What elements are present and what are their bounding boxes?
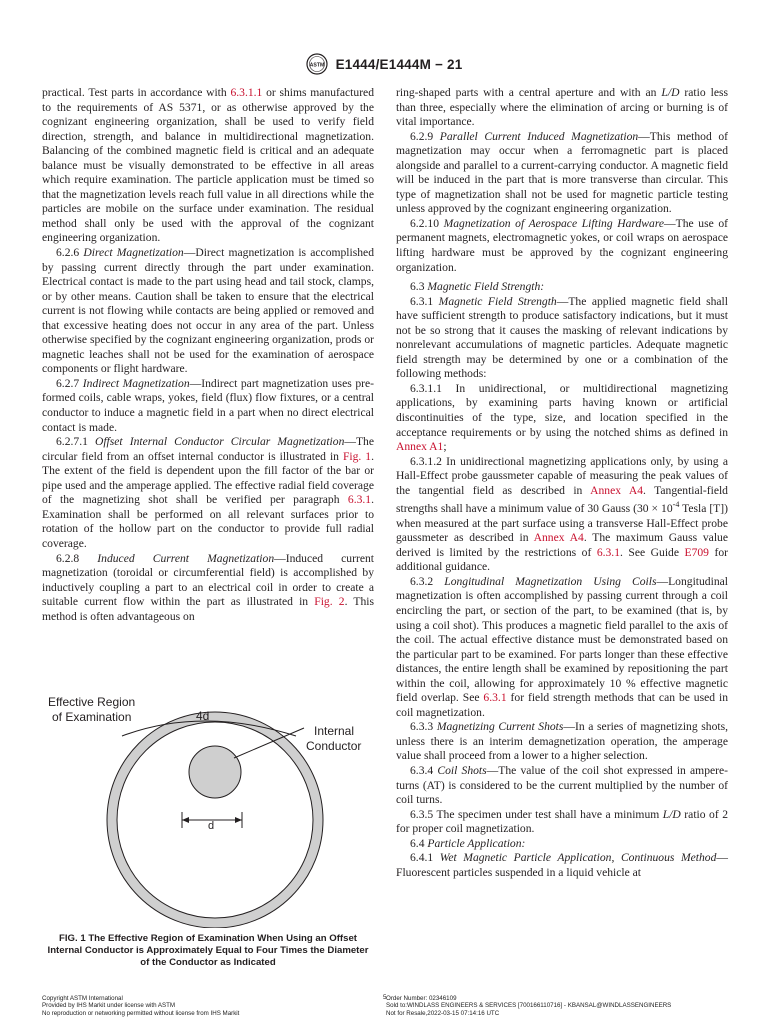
ld-ratio: L/D	[661, 86, 680, 99]
footer-copyright	[42, 995, 239, 1017]
link-fig-2[interactable]: Fig. 2	[314, 595, 345, 609]
left-column	[42, 86, 374, 624]
paragraph-6-2-8	[42, 552, 374, 625]
section-title: Longitudinal Magnetization Using Coils	[444, 574, 657, 588]
internal-conductor	[189, 746, 241, 798]
footer-order-info	[386, 995, 671, 1017]
section-number: 6.3.4	[410, 764, 438, 778]
text: for field strength methods that can be used in coil magnetization.	[396, 691, 728, 719]
section-title: Magnetic Field Strength:	[427, 280, 545, 294]
section-title: Magnetization of Aerospace Lifting Hardware	[443, 216, 665, 230]
footer-line: Provided by IHS Markit under license with ASTM	[42, 1002, 176, 1010]
text: 6.3.1.2 In unidirectional magnetizing applications only, by using a Hall-Effect probe gaussmeter capable of measuring the peak values of the tangential field as described in	[396, 454, 728, 497]
paragraph-6-3-1	[396, 295, 728, 382]
link-annex-a1[interactable]: Annex A1	[396, 440, 444, 454]
link-6-3-1[interactable]: 6.3.1	[483, 691, 507, 705]
footer-line: Order Number: 02346109	[386, 995, 457, 1002]
text: ratio less than three, especially where the elimination of arcing or burning is of vital importance.	[396, 86, 728, 129]
text: —The circular field from an offset internal conductor is illustrated in	[42, 435, 374, 463]
text: Tesla [T]) when measured at the part surface using a transverse Hall-Effect probe gaussmeter as described in	[396, 502, 728, 545]
ld-ratio: L/D	[662, 807, 681, 821]
section-number: 6.2.10	[410, 216, 444, 230]
text: —Direct magnetization is accomplished by passing current directly through the part under examination. Electrical contact is made to the part using head and tail stock, clamps, or by other means. Caution shall be taken to ensure that the electrical current is not flowing while contacts are being applied or removed and that excessive heating does not occur in any area of the part. Unless otherwise specified by the cognizant engineering organization, prods or magnetic leaches shall not be used for the examination of aerospace components or flight hardware.	[42, 246, 374, 376]
text: ;	[443, 440, 447, 454]
text: —The use of permanent magnets, electromagnetic yokes, or coil wraps on aerospace lifting hardware must be approved by the cognizant engineering organization.	[396, 216, 728, 274]
paragraph-6-3-1-2	[396, 455, 728, 575]
link-e709[interactable]: E709	[684, 545, 709, 559]
section-number: 6.2.7	[56, 376, 83, 390]
section-title: Induced Current Magnetization	[97, 551, 275, 565]
paragraph-6-2-7-1	[42, 435, 374, 551]
heading-6-4	[396, 837, 728, 852]
label-region: Effective Region of Examination	[48, 695, 136, 724]
figure-1-diagram	[42, 688, 374, 928]
paragraph-6-2-7	[42, 377, 374, 435]
section-number: 6.4.1	[410, 851, 440, 865]
text: —The value of the coil shot expressed in ampere-turns (AT) is considered to be the current multiplied by the number of coil turns.	[396, 764, 729, 807]
paragraph-6-3-3	[396, 720, 728, 764]
section-title: Wet Magnetic Particle Application, Continuous Method	[439, 851, 717, 865]
section-number: 6.2.9	[410, 129, 440, 143]
text: —Longitudinal magnetization is often accomplished by passing current through a coil encircling the part, or section of the part, to be examined (that is, by using a coil shot). This produces a magnetic field parallel to the axis of the coil. The actual effective distance must be demonstrated based on the particular part to be examined. For parts longer than these effective distances, the entire length shall be examined by repositioning the part within the coil, allowing for approximately 10 % effective magnetic field overlap. See	[396, 574, 728, 705]
text: practical. Test parts in accordance with	[42, 86, 231, 99]
paragraph	[42, 86, 374, 246]
section-number: 6.2.8	[56, 551, 98, 565]
section-title: Magnetizing Current Shots	[436, 720, 564, 734]
text: . This method is often advantageous on	[42, 595, 375, 623]
paragraph-6-3-4	[396, 764, 728, 808]
section-number: 6.3.3	[410, 720, 437, 734]
label-4d: 4d	[196, 709, 210, 723]
text: . The maximum Gauss value derived is limited by the restrictions of	[396, 531, 728, 559]
document-title: E1444/E1444M − 21	[335, 56, 463, 72]
text: —This method of magnetization may occur when a ferromagnetic part is placed alongside and parallel to a current-carrying conductor. A magnetic field will be induced in the part that is more transverse than circular. This type of magnetization shall not be used for magnetic particle testing unless approved by the cognizant engineering organization.	[396, 129, 728, 216]
link-annex-a4[interactable]: Annex A4	[590, 483, 643, 497]
text: . Tangential-field strengths shall have a minimum value of 30 Gauss (30 × 10	[396, 483, 728, 516]
section-number: 6.3	[410, 280, 428, 294]
link-6-3-1[interactable]: 6.3.1	[347, 493, 372, 507]
paragraph-6-3-5	[396, 808, 728, 837]
figure-1-caption: FIG. 1 The Effective Region of Examination When Using an Offset Internal Conductor is Approximately Equal to Four Times the Diameter of the Conductor as Indicated	[47, 933, 369, 968]
paragraph-6-4-1	[396, 851, 728, 880]
link-fig-1[interactable]: Fig. 1	[342, 449, 372, 463]
label-d: d	[208, 820, 215, 832]
exponent: -4	[672, 500, 680, 510]
section-number: 6.2.6	[56, 246, 84, 260]
link-6-3-1-1[interactable]: 6.3.1.1	[230, 86, 263, 99]
section-number: 6.4	[410, 836, 428, 850]
section-title: Offset Internal Conductor Circular Magnetization	[94, 435, 345, 449]
page-number: 5	[383, 994, 387, 1001]
figure-1	[42, 688, 374, 928]
astm-logo-text: ASTM	[309, 62, 324, 69]
paragraph-6-2-10	[396, 217, 728, 275]
link-6-3-1[interactable]: 6.3.1	[596, 545, 620, 559]
text: —In a series of magnetizing shots, unless there is an interim demagnetization operation, the amperage value shall proceed from a lower to a higher selection.	[396, 720, 728, 763]
text: or shims manufactured to the requirements of AS 5371, or as otherwise approved by the cognizant engineering organization, shall be used to verify field direction, strength, and balance in multidirectional magnetization. Balancing of the combined magnetic field is critical and an adequate balance must be visually demonstrated to be effective in all areas which require examination. The particle application must be timed so that the magnetization levels reach full value in all directions while the particles are mobile on the surface under examination. The residual method shall only be used with the approval of the cognizant engineering organization.	[42, 86, 374, 245]
text: —The applied magnetic field shall have sufficient strength to produce satisfactory indications, but it must not be so strong that it causes the masking of relevant indications by nonrelevant accumulations of magnetic particles. Adequate magnetic field strength may be determined by one or a combination of the following methods:	[396, 294, 728, 381]
paragraph-6-3-1-1	[396, 382, 728, 455]
section-number: 6.3.2	[410, 574, 445, 588]
text: ring-shaped parts with a central aperture and with an	[396, 86, 662, 99]
paragraph-6-3-2	[396, 575, 728, 720]
section-title: Magnetic Field Strength	[438, 294, 557, 308]
paragraph-6-2-9	[396, 130, 728, 217]
link-annex-a4[interactable]: Annex A4	[533, 531, 584, 545]
text: . The extent of the field is dependent upon the fill factor of the bar or pipe used and the amperage applied. The effective radial field coverage of the magnetizing shot shall be verified per paragraph	[42, 449, 374, 507]
section-title: Particle Application:	[427, 836, 526, 850]
paragraph	[396, 86, 728, 130]
text: ratio of 2 for proper coil magnetization.	[396, 807, 728, 836]
text: for additional guidance.	[396, 545, 729, 574]
section-number: 6.3.1	[410, 294, 439, 308]
text: . See Guide	[620, 545, 685, 559]
astm-logo	[306, 53, 328, 75]
text: 6.3.1.1 In unidirectional, or multidirectional magnetizing applications, by examining parts having known or artificial discontinuities of the type, size, and location specified in the acceptance requirements or by using the notched shims as defined in	[396, 381, 728, 439]
heading-6-3	[396, 280, 728, 295]
right-column	[396, 86, 728, 880]
paragraph-6-2-6	[42, 246, 374, 377]
label-conductor: Internal Conductor	[306, 724, 362, 753]
text: —Indirect part magnetization uses pre-formed coils, cable wraps, yokes, field (flux) flow fixtures, or a central conductor to induce a magnetic field in a part when no direct electrical contact is made.	[42, 376, 374, 434]
footer-line: Copyright ASTM International	[42, 995, 123, 1002]
section-title: Parallel Current Induced Magnetization	[439, 129, 639, 143]
footer-line: Sold to:WINDLASS ENGINEERS & SERVICES [700166110716] - KBANSAL@WINDLASSENGINEERS	[386, 1002, 672, 1010]
footer-line: No reproduction or networking permitted without license from IHS Markit	[42, 1009, 240, 1017]
section-number: 6.2.7.1	[56, 435, 95, 449]
text: 6.3.5 The specimen under test shall have a minimum	[410, 807, 663, 821]
section-title: Direct Magnetization	[83, 246, 184, 260]
section-title: Indirect Magnetization	[82, 376, 190, 390]
text: —Induced current magnetization (toroidal or circumferential field) is accomplished by inductively coupling a part to an electrical coil in order to create a suitable current flow within the part as illustrated in	[42, 551, 374, 609]
section-title: Coil Shots	[437, 764, 487, 778]
text: —Fluorescent particles suspended in a liquid vehicle at	[396, 851, 728, 879]
footer-line: Not for Resale,2022-03-15 07:14:16 UTC	[386, 1009, 500, 1017]
text: . Examination shall be performed on all relevant surfaces prior to rotation of the hollow part on the conductor to provide full radial coverage.	[42, 493, 374, 550]
page-header	[0, 52, 768, 76]
